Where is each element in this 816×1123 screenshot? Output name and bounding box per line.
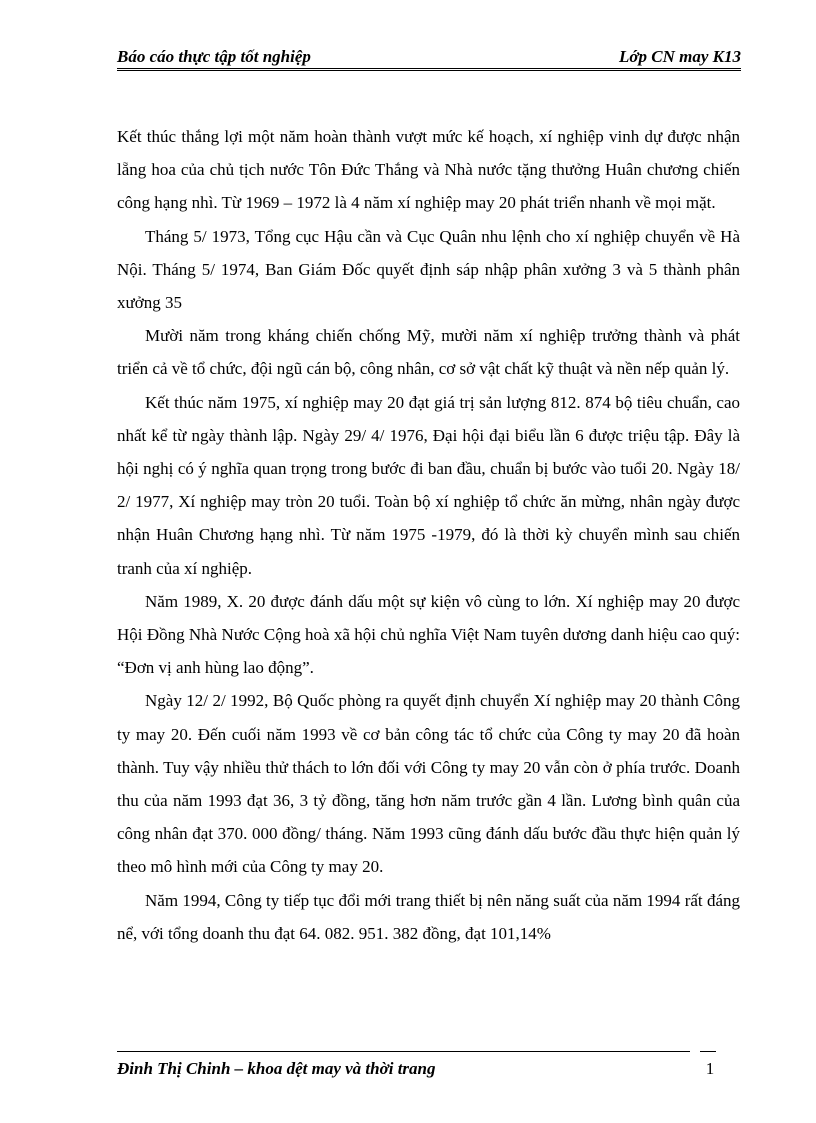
paragraph: Năm 1989, X. 20 được đánh dấu một sự kiện vô cùng to lớn. Xí nghiệp may 20 được Hội Đồng Nhà Nước Cộng hoà xã hội chủ nghĩa Việt Nam tuyên dương danh hiệu cao quý: “Đơn vị anh hùng lao động”. <box>117 591 740 678</box>
paragraph: Năm 1994, Công ty tiếp tục đổi mới trang thiết bị nên năng suất của năm 1994 rất đáng nể, với tổng doanh thu đạt 64. 082. 951. 382 đồng, đạt 101,14% <box>117 890 740 943</box>
paragraph: Kết thúc năm 1975, xí nghiệp may 20 đạt giá trị sản lượng 812. 874 bộ tiêu chuẩn, cao nhất kể từ ngày thành lập. Ngày 29/ 4/ 1976, Đại hội đại biểu lần 6 được triệu tập. Đây là hội nghị có ý nghĩa quan trọng trong bước đi ban đầu, chuẩn bị bước vào tuổi 20. Ngày 18/ 2/ 1977, Xí nghiệp may tròn 20 tuổi. Toàn bộ xí nghiệp tổ chức ăn mừng, nhân ngày được nhận Huân Chương hạng nhì. Từ năm 1975 -1979, đó là thời kỳ chuyển mình sau chiến tranh của xí nghiệp. <box>117 392 740 578</box>
header-divider <box>117 68 741 71</box>
page-footer <box>117 1056 741 1082</box>
author-line: Đinh Thị Chinh – khoa dệt may và thời trang <box>117 1059 436 1078</box>
document-body <box>117 120 740 950</box>
page-number: 1 <box>705 1059 715 1078</box>
paragraph: Ngày 12/ 2/ 1992, Bộ Quốc phòng ra quyết định chuyển Xí nghiệp may 20 thành Công ty may 20. Đến cuối năm 1993 về cơ bản công tác tổ chức của Công ty may 20 đã hoàn thành. Tuy vậy nhiều thử thách to lớn đối với Công ty may 20 vẫn còn ở phía trước. Doanh thu của năm 1993 đạt 36, 3 tỷ đồng, tăng hơn năm trước gần 4 lần. Lương bình quân của công nhân đạt 370. 000 đồng/ tháng. Năm 1993 cũng đánh dấu bước đầu thực hiện quản lý theo mô hình mới của Công ty may 20. <box>117 691 740 877</box>
paragraph: Tháng 5/ 1973, Tổng cục Hậu cần và Cục Quân nhu lệnh cho xí nghiệp chuyển về Hà Nội. Tháng 5/ 1974, Ban Giám Đốc quyết định sáp nhập phân xưởng 3 và 5 thành phân xưởng 35 <box>117 226 740 313</box>
footer-divider-short <box>700 1051 716 1052</box>
paragraph: Mười năm trong kháng chiến chống Mỹ, mười năm xí nghiệp trưởng thành và phát triển cả về tổ chức, đội ngũ cán bộ, công nhân, cơ sở vật chất kỹ thuật và nền nếp quản lý. <box>117 326 740 379</box>
footer-divider <box>117 1051 690 1052</box>
report-title: Báo cáo thực tập tốt nghiệp <box>117 47 311 66</box>
class-name: Lớp CN may K13 <box>619 47 741 66</box>
page-header <box>117 44 741 70</box>
paragraph: Kết thúc thắng lợi một năm hoàn thành vượt mức kế hoạch, xí nghiệp vinh dự được nhận lẵng hoa của chủ tịch nước Tôn Đức Thắng và Nhà nước tặng thưởng Huân chương chiến công hạng nhì. Từ 1969 – 1972 là 4 năm xí nghiệp may 20 phát triển nhanh về mọi mặt. <box>117 127 740 213</box>
